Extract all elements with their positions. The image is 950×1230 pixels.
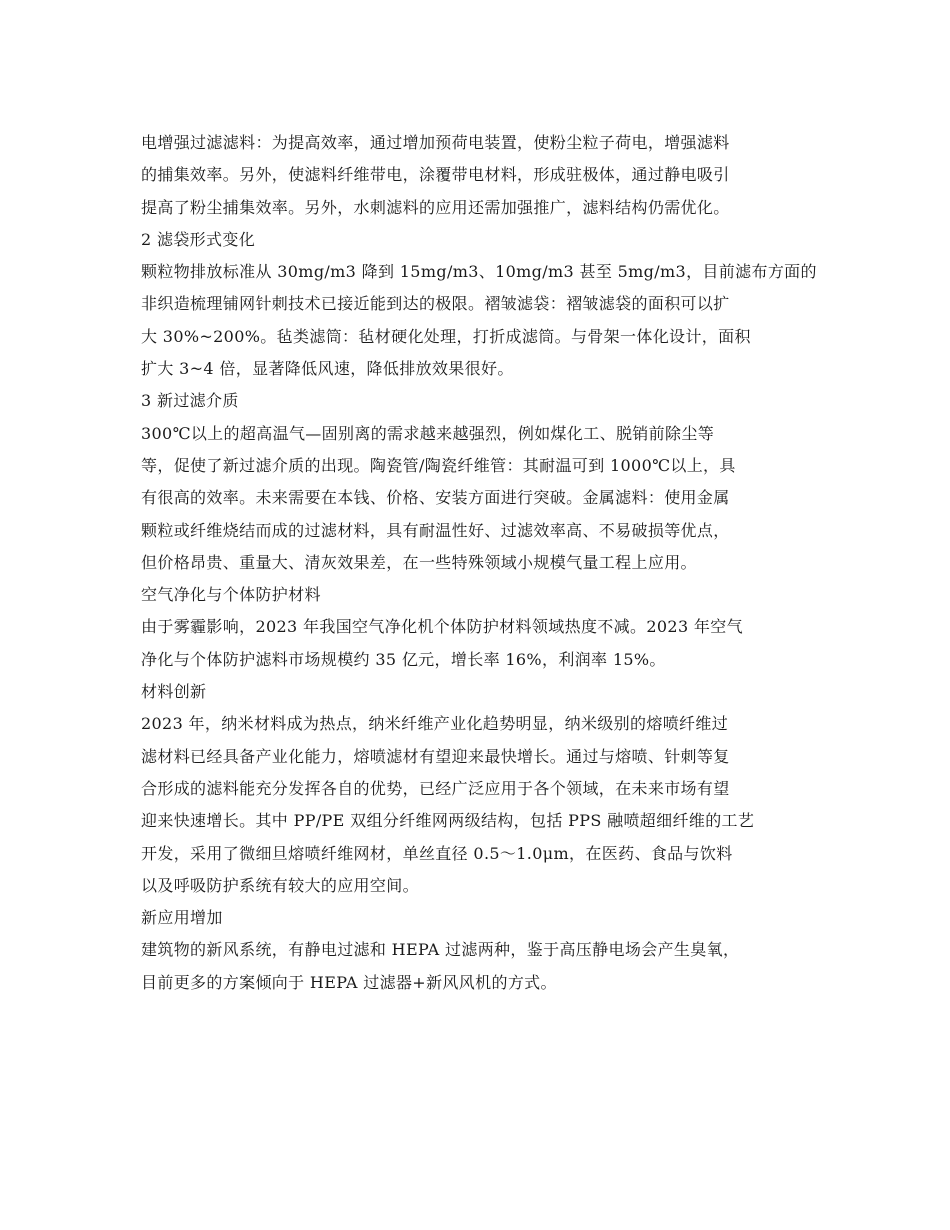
paragraph-line: 开发，采用了微细旦熔喷纤维网材，单丝直径 0.5～1.0μm，在医药、食品与饮料 xyxy=(141,843,733,863)
paragraph-line: 滤材料已经具备产业化能力，熔喷滤材有望迎来最快增长。通过与熔喷、针刺等复 xyxy=(141,746,730,766)
paragraph-line: 的捕集效率。另外，使滤料纤维带电，涂覆带电材料，形成驻极体，通过静电吸引 xyxy=(141,165,730,185)
paragraph-line: 等，促使了新过滤介质的出现。陶瓷管/陶瓷纤维管：其耐温可到 1000℃以上，具 xyxy=(141,455,736,475)
paragraph-line: 以及呼吸防护系统有较大的应用空间。 xyxy=(141,875,419,895)
paragraph-line: 净化与个体防护滤料市场规模约 35 亿元，增长率 16%，利润率 15%。 xyxy=(141,649,666,669)
section-heading: 2 滤袋形式变化 xyxy=(141,229,256,249)
paragraph-line: 提高了粉尘捕集效率。另外，水刺滤料的应用还需加强推广，滤料结构仍需优化。 xyxy=(141,197,730,217)
paragraph-line: 建筑物的新风系统，有静电过滤和 HEPA 过滤两种，鉴于高压静电场会产生臭氧， xyxy=(141,940,740,960)
paragraph-line: 2023 年，纳米材料成为热点，纳米纤维产业化趋势明显，纳米级别的熔喷纤维过 xyxy=(141,714,729,734)
paragraph-line: 迎来快速增长。其中 PP/PE 双组分纤维网两级结构，包括 PPS 融喷超细纤维的工艺 xyxy=(141,811,755,831)
paragraph-line: 有很高的效率。未来需要在本钱、价格、安装方面进行突破。金属滤料：使用金属 xyxy=(141,488,730,508)
section-heading: 空气净化与个体防护材料 xyxy=(141,585,321,605)
section-heading: 3 新过滤介质 xyxy=(141,391,239,411)
paragraph-line: 由于雾霾影响，2023 年我国空气净化机个体防护材料领域热度不减。2023 年空气 xyxy=(141,617,743,637)
paragraph-line: 扩大 3~4 倍，显著降低风速，降低排放效果很好。 xyxy=(141,359,514,379)
section-heading: 材料创新 xyxy=(141,682,207,702)
paragraph-line: 大 30%~200%。毡类滤筒：毡材硬化处理，打折成滤筒。与骨架一体化设计，面积 xyxy=(141,326,751,346)
document-page xyxy=(141,127,816,999)
paragraph-line: 300℃以上的超高温气—固别离的需求越来越强烈，例如煤化工、脱销前除尘等 xyxy=(141,423,715,443)
paragraph-line: 目前更多的方案倾向于 HEPA 过滤器+新风风机的方式。 xyxy=(141,972,557,992)
paragraph-line: 颗粒物排放标准从 30mg/m3 降到 15mg/m3、10mg/m3 甚至 5mg/m3，目前滤布方面的 xyxy=(141,262,817,282)
paragraph-line: 颗粒或纤维烧结而成的过滤材料，具有耐温性好、过滤效率高、不易破损等优点， xyxy=(141,520,730,540)
paragraph-line: 合形成的滤料能充分发挥各自的优势，已经广泛应用于各个领域，在未来市场有望 xyxy=(141,778,730,798)
paragraph-line: 但价格昂贵、重量大、清灰效果差，在一些特殊领域小规模气量工程上应用。 xyxy=(141,552,697,572)
section-heading: 新应用增加 xyxy=(141,908,223,928)
paragraph-line: 非织造梳理铺网针刺技术已接近能到达的极限。褶皱滤袋：褶皱滤袋的面积可以扩 xyxy=(141,294,730,314)
paragraph-line: 电增强过滤滤料：为提高效率，通过增加预荷电装置，使粉尘粒子荷电，增强滤料 xyxy=(141,133,730,152)
